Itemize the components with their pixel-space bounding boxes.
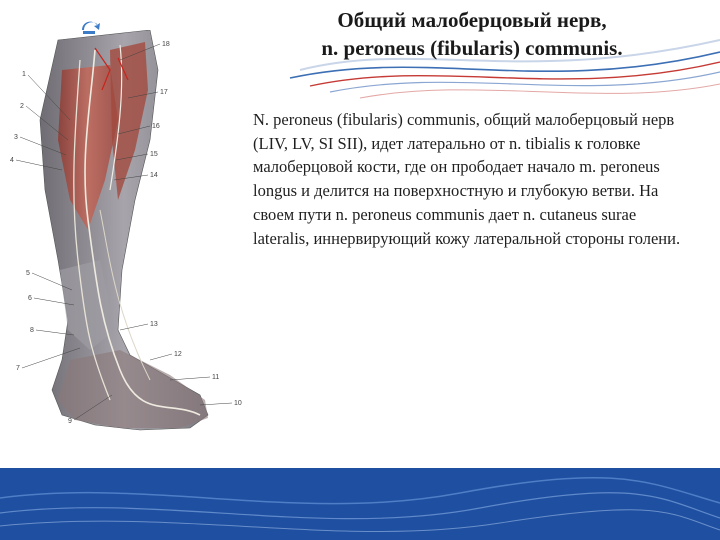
figure-label-left: 9 [68,418,72,425]
figure-label-right: 16 [152,123,160,130]
figure-label-right: 15 [150,151,158,158]
figure-label-left: 2 [20,103,24,110]
figure-label-left: 6 [28,295,32,302]
figure-label-left: 5 [26,270,30,277]
figure-label-left: 8 [30,327,34,334]
description-paragraph: N. peroneus (fibularis) communis, общий малоберцовый нерв (LIV, LV, SI SII), идет латерально от n. tibialis к головке малоберцовой кости, где он прободает начало m. peroneus longus и делится на поверхностную и глубокую ветви. На своем пути n. peroneus communis дает n. cutaneus surae lateralis, иннервирующий кожу латеральной стороны голени. [253,110,681,248]
figure-label-left: 1 [22,71,26,78]
title-line-1: Общий малоберцовый нерв, [337,8,607,32]
figure-label-left: 4 [10,157,14,164]
figure-label-right: 18 [162,41,170,48]
figure-label-right: 10 [234,400,242,407]
figure-label-left: 7 [16,365,20,372]
title-line-2: n. peroneus (fibularis) communis. [321,36,623,60]
figure-label-right: 12 [174,351,182,358]
footer-wave-band [0,468,720,540]
figure-label-right: 13 [150,321,158,328]
figure-label-right: 17 [160,89,168,96]
figure-label-right: 14 [150,172,158,179]
leg-anatomy-illustration [0,30,250,440]
slide-title [252,6,692,62]
figure-label-right: 11 [212,374,220,381]
figure-label-left: 3 [14,134,18,141]
